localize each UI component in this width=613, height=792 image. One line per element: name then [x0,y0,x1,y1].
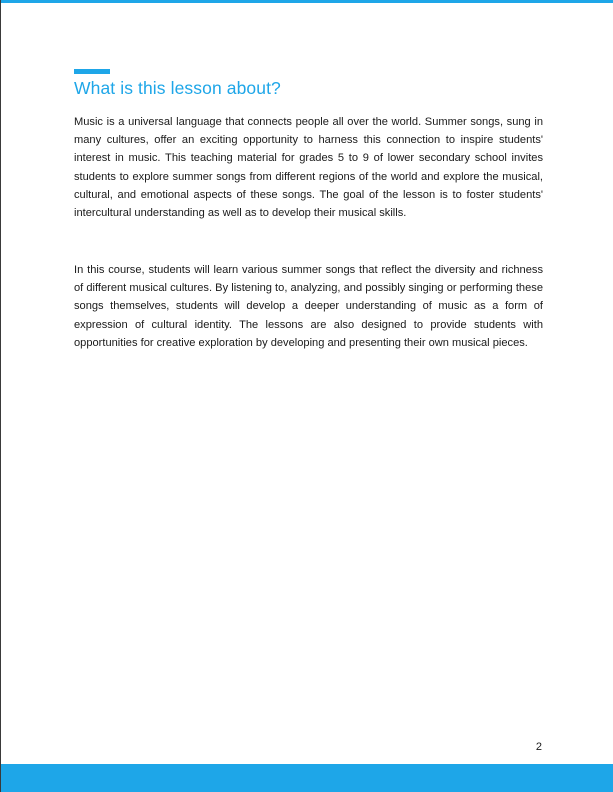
footer-band [1,764,613,792]
heading-accent-bar [74,69,110,74]
section-heading: What is this lesson about? [74,78,281,98]
top-accent-rule [1,0,613,3]
intro-paragraph: Music is a universal language that connects people all over the world. Summer songs, sung in many cultures, offer an exciting opportunity to harness this connection to inspire students' interest in music. This teaching material for grades 5 to 9 of lower secondary school invites students to explore summer songs from different regions of the world and explore the musical, cultural, and emotional aspects of these songs. The goal of the lesson is to foster students' intercultural understanding as well as to develop their musical skills. [74,116,543,220]
course-paragraph: In this course, students will learn various summer songs that reflect the diversity and richness of different musical cultures. By listening to, analyzing, and possibly singing or performing these songs themselves, students will develop a deeper understanding of music as a form of expression of cultural identity. The lessons are also designed to provide students with opportunities for creative exploration by developing and presenting their own musical pieces. [74,264,543,349]
page-number: 2 [535,741,542,753]
